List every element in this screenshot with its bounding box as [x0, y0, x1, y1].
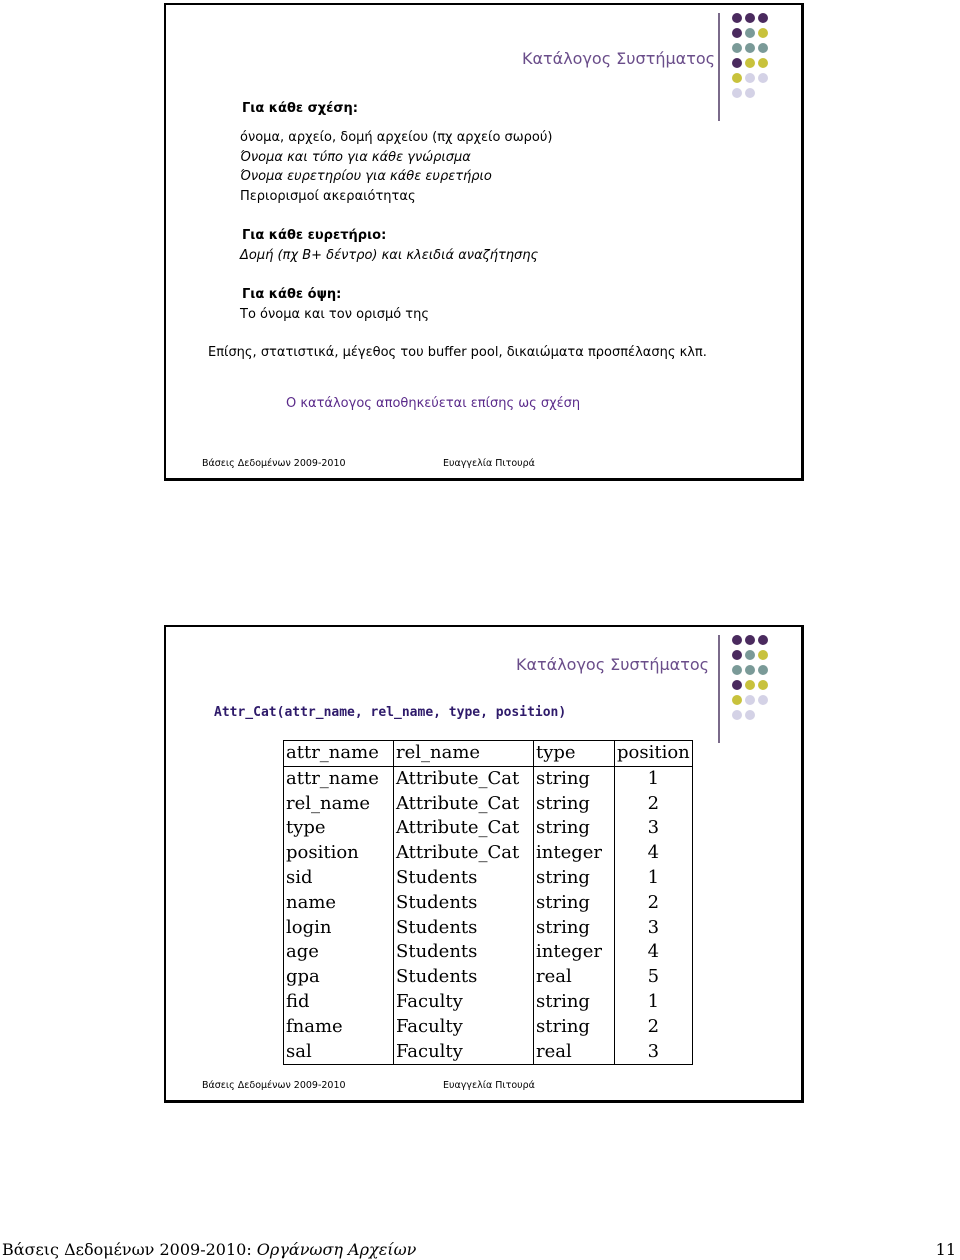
table-row	[284, 965, 693, 990]
table-row	[284, 866, 693, 891]
table-cell: 1	[615, 990, 693, 1015]
table-cell: string	[534, 816, 615, 841]
table-cell: Attribute_Cat	[394, 841, 534, 866]
decorative-dot	[732, 650, 742, 660]
table-cell: name	[284, 891, 394, 916]
decorative-dot	[758, 58, 768, 68]
also-note: Επίσης, στατιστικά, μέγεθος του buffer pool, δικαιώματα προσπέλασης κλπ.	[208, 345, 707, 360]
table-cell: rel_name	[284, 792, 394, 817]
table-cell: 3	[615, 916, 693, 941]
table-cell: 1	[615, 766, 693, 791]
table-cell: 1	[615, 866, 693, 891]
table-cell: string	[534, 990, 615, 1015]
table-row	[284, 916, 693, 941]
column-header: position	[615, 741, 693, 767]
table-row	[284, 841, 693, 866]
decorative-dot	[732, 13, 742, 23]
table-cell: string	[534, 891, 615, 916]
table-cell: Students	[394, 965, 534, 990]
relation-item: Όνομα ευρετηρίου για κάθε ευρετήριο	[240, 169, 492, 184]
decorative-dot	[745, 710, 755, 720]
table-cell: string	[534, 1015, 615, 1040]
table-cell: Attribute_Cat	[394, 816, 534, 841]
decorative-dot	[758, 28, 768, 38]
table-cell: 4	[615, 841, 693, 866]
table-row	[284, 816, 693, 841]
table-cell: sid	[284, 866, 394, 891]
table-cell: sal	[284, 1040, 394, 1065]
heading-view: Για κάθε όψη:	[242, 287, 342, 302]
table-cell: Attribute_Cat	[394, 766, 534, 791]
table-cell: string	[534, 866, 615, 891]
table-row	[284, 766, 693, 791]
footer-course: Βάσεις Δεδομένων 2009-2010	[202, 458, 346, 469]
table-cell: Students	[394, 940, 534, 965]
heading-index: Για κάθε ευρετήριο:	[242, 228, 387, 243]
table-cell: Faculty	[394, 1015, 534, 1040]
decorative-dot	[745, 43, 755, 53]
page-footer	[2, 1240, 416, 1259]
attr-cat-table	[283, 740, 693, 1065]
table-header-row	[284, 741, 693, 767]
index-item: Δομή (πχ Β+ δέντρο) και κλειδιά αναζήτησης	[240, 248, 539, 263]
column-header: attr_name	[284, 741, 394, 767]
page-number: 11	[935, 1240, 956, 1259]
decorative-dot	[732, 58, 742, 68]
decorative-dot	[745, 58, 755, 68]
decorative-dot	[745, 73, 755, 83]
table-cell: Students	[394, 916, 534, 941]
decorative-dot	[758, 73, 768, 83]
table-cell: age	[284, 940, 394, 965]
slide-system-catalog-2	[164, 625, 804, 1103]
table-cell: integer	[534, 841, 615, 866]
table-cell: Students	[394, 891, 534, 916]
table-cell: 2	[615, 792, 693, 817]
table-cell: string	[534, 792, 615, 817]
slide-title: Κατάλογος Συστήματος	[515, 655, 709, 674]
decorative-dot	[745, 28, 755, 38]
table-row	[284, 891, 693, 916]
table-cell: string	[534, 766, 615, 791]
table-cell: Students	[394, 866, 534, 891]
table-cell: real	[534, 1040, 615, 1065]
footer-author: Ευαγγελία Πιτουρά	[443, 458, 535, 469]
table-cell: 2	[615, 891, 693, 916]
slide-system-catalog-1	[164, 3, 804, 481]
decorative-dot	[758, 635, 768, 645]
title-divider	[718, 635, 720, 743]
decorative-dot	[745, 650, 755, 660]
decorative-dot	[758, 665, 768, 675]
footer-course: Βάσεις Δεδομένων 2009-2010	[202, 1080, 346, 1091]
table-cell: position	[284, 841, 394, 866]
decorative-dot	[745, 680, 755, 690]
table-cell: fname	[284, 1015, 394, 1040]
decorative-dot	[745, 695, 755, 705]
decorative-dot	[732, 635, 742, 645]
table-cell: integer	[534, 940, 615, 965]
page-footer-topic: Οργάνωση Αρχείων	[256, 1240, 417, 1259]
table-row	[284, 990, 693, 1015]
decorative-dot	[758, 43, 768, 53]
table-row	[284, 1040, 693, 1065]
decorative-dot	[732, 665, 742, 675]
table-cell: Faculty	[394, 990, 534, 1015]
relation-item: Όνομα και τύπο για κάθε γνώρισμα	[240, 150, 471, 165]
decorative-dot	[732, 73, 742, 83]
title-divider	[718, 13, 720, 121]
decorative-dot	[732, 88, 742, 98]
decorative-dot	[732, 695, 742, 705]
attr-cat-schema: Attr_Cat(attr_name, rel_name, type, position)	[214, 705, 567, 720]
decorative-dot	[745, 635, 755, 645]
table-cell: 5	[615, 965, 693, 990]
table-cell: gpa	[284, 965, 394, 990]
table-cell: 3	[615, 1040, 693, 1065]
table-cell: 3	[615, 816, 693, 841]
decorative-dot	[732, 28, 742, 38]
decorative-dot	[745, 88, 755, 98]
column-header: type	[534, 741, 615, 767]
footer-author: Ευαγγελία Πιτουρά	[443, 1080, 535, 1091]
table-row	[284, 1015, 693, 1040]
decorative-dot	[758, 650, 768, 660]
table-cell: Attribute_Cat	[394, 792, 534, 817]
decorative-dot	[758, 695, 768, 705]
catalog-stored-note: Ο κατάλογος αποθηκεύεται επίσης ως σχέση	[286, 396, 581, 411]
table-cell: string	[534, 916, 615, 941]
table-cell: Faculty	[394, 1040, 534, 1065]
decorative-dot	[732, 680, 742, 690]
decorative-dot	[758, 680, 768, 690]
column-header: rel_name	[394, 741, 534, 767]
table-cell: 2	[615, 1015, 693, 1040]
view-item: Το όνομα και τον ορισμό της	[240, 307, 430, 322]
table-cell: attr_name	[284, 766, 394, 791]
table-row	[284, 792, 693, 817]
decorative-dot	[732, 710, 742, 720]
table-cell: 4	[615, 940, 693, 965]
relation-item: όνομα, αρχείο, δομή αρχείου (πχ αρχείο σωρού)	[240, 130, 553, 145]
decorative-dot	[758, 13, 768, 23]
table-row	[284, 940, 693, 965]
decorative-dot	[732, 43, 742, 53]
slide-title: Κατάλογος Συστήματος	[521, 49, 715, 68]
decorative-dot	[745, 665, 755, 675]
heading-relation: Για κάθε σχέση:	[242, 101, 358, 116]
table-cell: type	[284, 816, 394, 841]
page-footer-course: Βάσεις Δεδομένων 2009-2010:	[2, 1240, 257, 1259]
table-cell: fid	[284, 990, 394, 1015]
relation-item: Περιορισμοί ακεραιότητας	[240, 189, 416, 204]
table-cell: real	[534, 965, 615, 990]
table-cell: login	[284, 916, 394, 941]
decorative-dot	[745, 13, 755, 23]
